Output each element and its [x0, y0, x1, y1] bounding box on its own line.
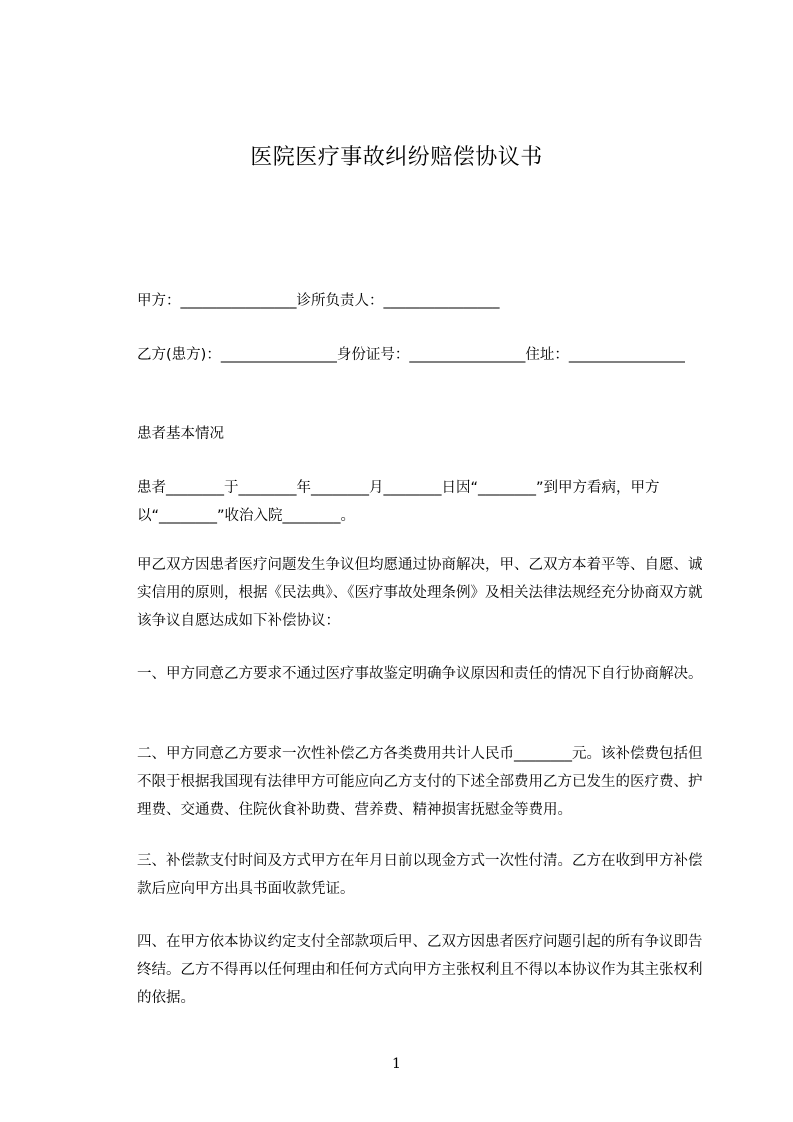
party-a-line: 甲方：________________诊所负责人：________________ — [137, 293, 500, 309]
clause-4-section — [105, 928, 705, 1012]
clause-4: 四、在甲方依本协议约定支付全部款项后甲、乙双方因患者医疗问题引起的所有争议即告终结。乙方不得再以任何理由和任何方式向甲方主张权利且不得以本协议作为其主张权利的依据。 — [137, 934, 703, 1006]
patient-info-heading: 患者基本情况 — [137, 426, 224, 442]
party-a-section — [105, 287, 705, 315]
intro-paragraph: 甲乙双方因患者医疗问题发生争议但均愿通过协商解决，甲、乙双方本着平等、自愿、诚实信用的原则，根据《民法典》、《医疗事故处理条例》及相关法律法规经充分协商双方就该争议自愿达成如下补偿协议： — [137, 557, 703, 629]
clause-1: 一、甲方同意乙方要求不通过医疗事故鉴定明确争议原因和责任的情况下自行协商解决。 — [137, 666, 703, 682]
clause-2: 二、甲方同意乙方要求一次性补偿乙方各类费用共计人民币________元。该补偿费包括但不限于根据我国现有法律甲方可能应向乙方支付的下述全部费用乙方已发生的医疗费、护理费、交通费、住院伙食补助费、营养费、精神损害抚慰金等费用。 — [137, 746, 703, 818]
intro-section — [105, 551, 705, 635]
clause-2-section — [105, 740, 705, 824]
clause-1-section — [105, 660, 705, 688]
page-number: 1 — [392, 1056, 401, 1072]
party-b-section — [105, 341, 705, 369]
clause-3-section — [105, 847, 705, 903]
patient-info-heading-section — [105, 420, 705, 448]
clause-3: 三、补偿款支付时间及方式甲方在年月日前以现金方式一次性付清。乙方在收到甲方补偿款后应向甲方出具书面收款凭证。 — [137, 853, 703, 897]
party-b-line: 乙方(患方)：________________身份证号：________________住址：________________ — [137, 347, 685, 363]
patient-info-section — [105, 474, 705, 530]
patient-info-text: 患者________于________年________月________日因“________”到甲方看病，甲方以“________”收治入院________。 — [137, 480, 660, 524]
document-title: 医院医疗事故纠纷赔偿协议书 — [250, 145, 543, 170]
